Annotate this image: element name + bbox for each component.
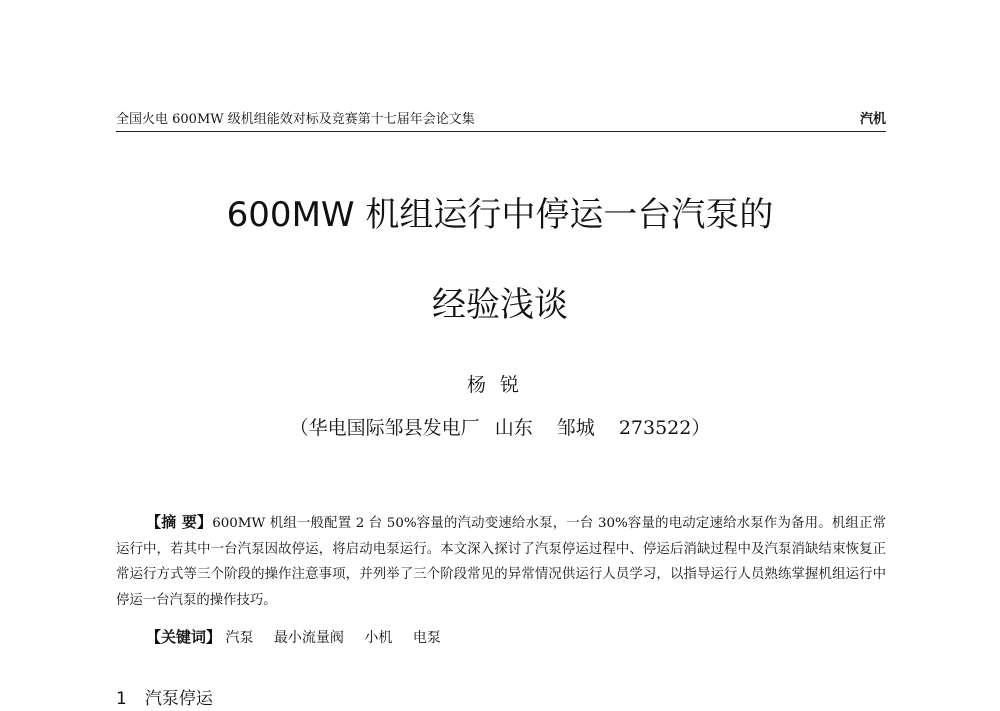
header-proceedings-title: 全国火电 600MW 级机组能效对标及竞赛第十七届年会论文集 [116, 112, 475, 127]
keywords [146, 625, 457, 650]
affiliation-org: 华电国际邹县发电厂 [308, 417, 480, 439]
author-name: 杨锐 [466, 374, 533, 396]
header-category: 汽机 [859, 112, 886, 127]
affiliation-close-paren: ） [691, 417, 711, 439]
keyword-item: 汽泵 [225, 630, 254, 646]
abstract [116, 510, 886, 613]
keyword-item: 小机 [364, 630, 393, 646]
keyword-item: 最小流量阀 [273, 630, 344, 646]
section-heading [116, 687, 213, 711]
affiliation-postcode: 273522 [618, 417, 692, 439]
section-number: 1 [116, 689, 127, 709]
keywords-label: 【关键词】 [146, 628, 222, 646]
section-title: 汽泵停运 [144, 689, 213, 709]
running-header [116, 109, 886, 132]
affiliation-open-paren: （ [289, 417, 309, 439]
affiliation-city: 邹城 [556, 417, 595, 439]
abstract-label: 【摘 要】 [146, 513, 213, 531]
keyword-item: 电泵 [412, 630, 441, 646]
affiliation-province: 山东 [494, 417, 533, 439]
paper-title-line-1: 600MW 机组运行中停运一台汽泵的 [226, 195, 774, 235]
abstract-text: 600MW 机组一般配置 2 台 50%容量的汽动变速给水泵，一台 30%容量的电动定速给水泵作为备用。机组正常运行中，若其中一台汽泵因故停运，将启动电泵运行。本文深入探讨了汽泵停运过程中、停运后消缺过程中及汽泵消缺结束恢复正常运行方式等三个阶段的操作注意事项，并列举了三个阶段常见的异常情况供运行人员学习，以指导运行人员熟练掌握机组运行中停运一台汽泵的操作技巧。 [116, 516, 886, 608]
affiliation [0, 414, 1000, 442]
paper-title-line-2: 经验浅谈 [432, 285, 568, 325]
